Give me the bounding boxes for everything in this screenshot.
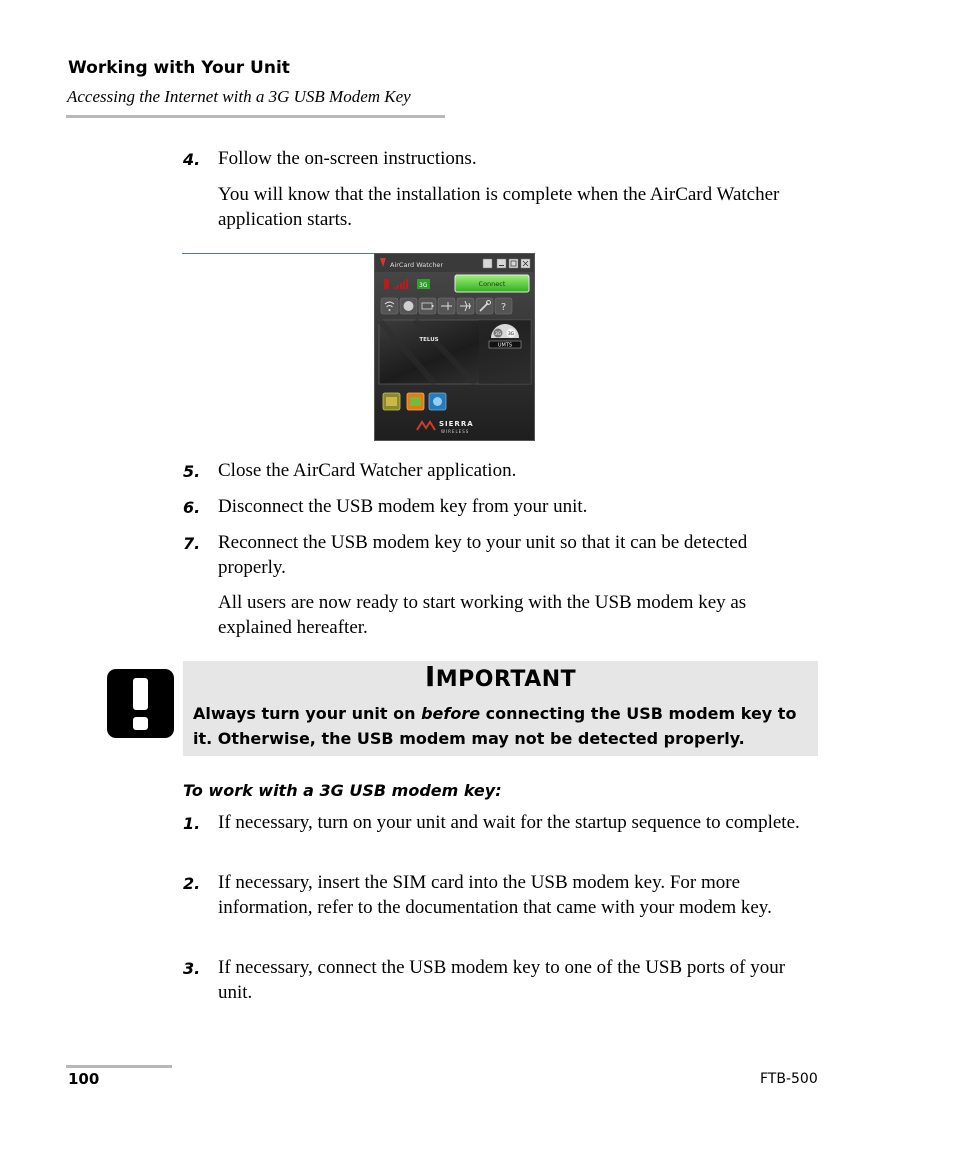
help-icon[interactable]	[495, 298, 512, 314]
network-app-icon[interactable]	[429, 393, 446, 410]
step-text: If necessary, insert the SIM card into the USB modem key. For more information, refer to the documentation that came with your modem key.	[218, 872, 772, 918]
svg-text:3G: 3G	[494, 332, 502, 337]
step-text: Close the AirCard Watcher application.	[218, 460, 517, 481]
document-id: FTB-500	[760, 1071, 818, 1087]
figure-rule	[182, 253, 375, 254]
step-number: 6.	[183, 498, 201, 517]
window-title: AirCard Watcher	[390, 261, 444, 269]
step-number: 3.	[183, 959, 201, 978]
important-title: IMPORTANT	[424, 660, 577, 693]
calendar-app-icon[interactable]	[383, 393, 400, 410]
important-text: Always turn your unit on before connecting the USB modem key to it. Otherwise, the USB modem may not be detected properly.	[193, 704, 797, 748]
connect-button[interactable]	[455, 275, 529, 292]
usb-icon[interactable]	[438, 298, 455, 314]
wrench-icon[interactable]	[476, 298, 493, 314]
svg-text:UMTS: UMTS	[497, 342, 513, 349]
step-number: 7.	[183, 534, 201, 553]
header-divider	[66, 115, 445, 118]
close-button[interactable]	[521, 259, 530, 268]
step-number: 1.	[183, 814, 201, 833]
procedure-title: To work with a 3G USB modem key:	[183, 781, 502, 800]
aircard-watcher-screenshot	[374, 253, 535, 441]
step-text: If necessary, turn on your unit and wait for the startup sequence to complete.	[218, 812, 800, 833]
step-number: 2.	[183, 874, 201, 893]
brand-name: SIERRA	[439, 420, 474, 428]
step-text: Follow the on-screen instructions.	[218, 148, 477, 169]
svg-text:Connect: Connect	[478, 280, 506, 288]
step-note: You will know that the installation is complete when the AirCard Watcher application starts.	[218, 184, 780, 230]
step-number: 4.	[183, 150, 201, 169]
step-text: Reconnect the USB modem key to your unit so that it can be detected properly.	[218, 532, 748, 578]
step-number: 5.	[183, 462, 201, 481]
carrier-name: TELUS	[419, 337, 439, 343]
step-text: Disconnect the USB modem key from your unit.	[218, 496, 588, 517]
svg-text:3G: 3G	[507, 332, 515, 337]
maximize-button[interactable]	[509, 259, 518, 268]
svg-text:?: ?	[500, 302, 507, 313]
exclamation-icon	[107, 669, 174, 738]
globe-icon[interactable]	[400, 298, 417, 314]
brand-sub: WIRELESS	[441, 429, 470, 434]
footer-divider	[66, 1065, 172, 1068]
help-window-button[interactable]	[483, 259, 492, 268]
battery-status-icon[interactable]	[419, 298, 436, 314]
step-text: If necessary, connect the USB modem key to one of the USB ports of your unit.	[218, 957, 786, 1003]
minimize-button[interactable]	[497, 259, 506, 268]
step-note: All users are now ready to start working with the USB modem key as explained hereafter.	[218, 592, 747, 638]
network-badge-label: 3G	[419, 282, 428, 289]
wifi-icon[interactable]	[381, 298, 398, 314]
sms-app-icon[interactable]	[407, 393, 424, 410]
page-number: 100	[68, 1070, 100, 1088]
section-title: Accessing the Internet with a 3G USB Modem Key	[67, 87, 411, 106]
chapter-title: Working with Your Unit	[68, 58, 290, 78]
battery-icon	[384, 279, 389, 289]
airplane-icon[interactable]	[457, 298, 474, 314]
